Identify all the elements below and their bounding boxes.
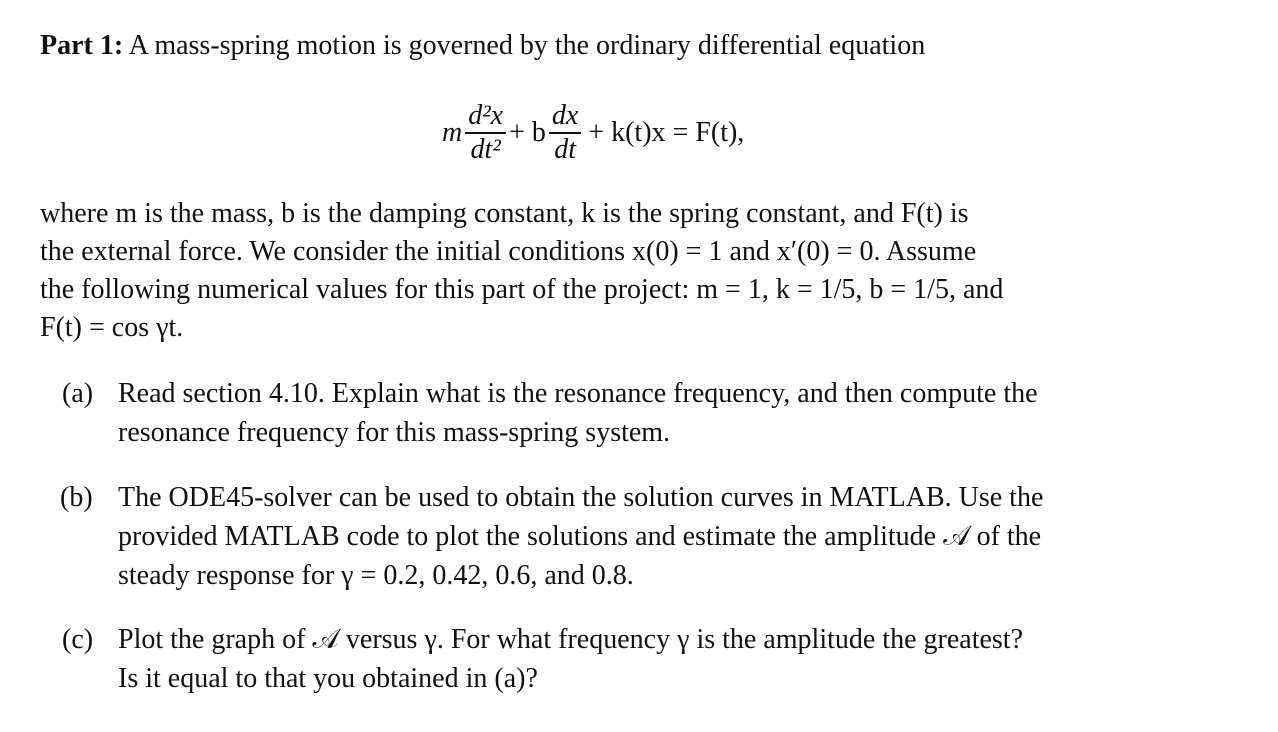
- eq-frac1-numerator: d²x: [468, 100, 504, 132]
- definitions-line-4: [40, 309, 183, 347]
- item-a-line-2: resonance frequency for this mass-spring system.: [118, 417, 671, 448]
- eq-frac2-numerator: dx: [551, 100, 579, 132]
- eq-second-derivative: [465, 100, 506, 166]
- ode-equation: [442, 88, 744, 178]
- item-b-line-1: The ODE45-solver can be used to obtain the solution curves in MATLAB. Use the: [118, 482, 1044, 513]
- definitions-line-1: [40, 195, 1238, 233]
- part-label: Part 1:: [40, 30, 124, 61]
- definitions-text-1: where m is the mass, b is the damping constant, k is the spring constant, and F(t) is: [40, 198, 969, 229]
- definitions-text-4: F(t) = cos γt.: [40, 312, 184, 343]
- item-b-label: (b): [60, 482, 93, 513]
- eq-mass: m: [442, 117, 463, 148]
- definitions-text-2: the external force. We consider the initial conditions x(0) = 1 and x′(0) = 0. Assume: [40, 236, 977, 267]
- item-b-line-3: steady response for γ = 0.2, 0.42, 0.6, and 0.8.: [118, 560, 634, 591]
- intro-line: [40, 27, 925, 65]
- definitions-line-2: [40, 233, 1238, 271]
- item-a-line-1: Read section 4.10. Explain what is the resonance frequency, and then compute the: [118, 378, 1038, 409]
- item-b-line-2: provided MATLAB code to plot the solutions and estimate the amplitude 𝒜 of the: [118, 521, 1042, 552]
- eq-plus-b: + b: [509, 117, 546, 148]
- eq-frac2-denominator: dt: [554, 133, 576, 165]
- item-c-line-2: Is it equal to that you obtained in (a)?: [118, 663, 538, 694]
- item-c-label: (c): [62, 624, 94, 655]
- eq-frac1-denominator: dt²: [470, 133, 501, 165]
- definitions-text-3: the following numerical values for this part of the project: m = 1, k = 1/5, b = 1/5, and: [40, 274, 1004, 305]
- definitions-line-3: [40, 271, 1238, 309]
- item-c-line-1: Plot the graph of 𝒜 versus γ. For what frequency γ is the amplitude the greatest?: [118, 624, 1024, 655]
- intro-text: A mass-spring motion is governed by the ordinary differential equation: [128, 30, 926, 61]
- eq-first-derivative: [549, 100, 581, 166]
- eq-rest: + k(t)x = F(t),: [588, 117, 745, 148]
- item-a-label: (a): [62, 378, 94, 409]
